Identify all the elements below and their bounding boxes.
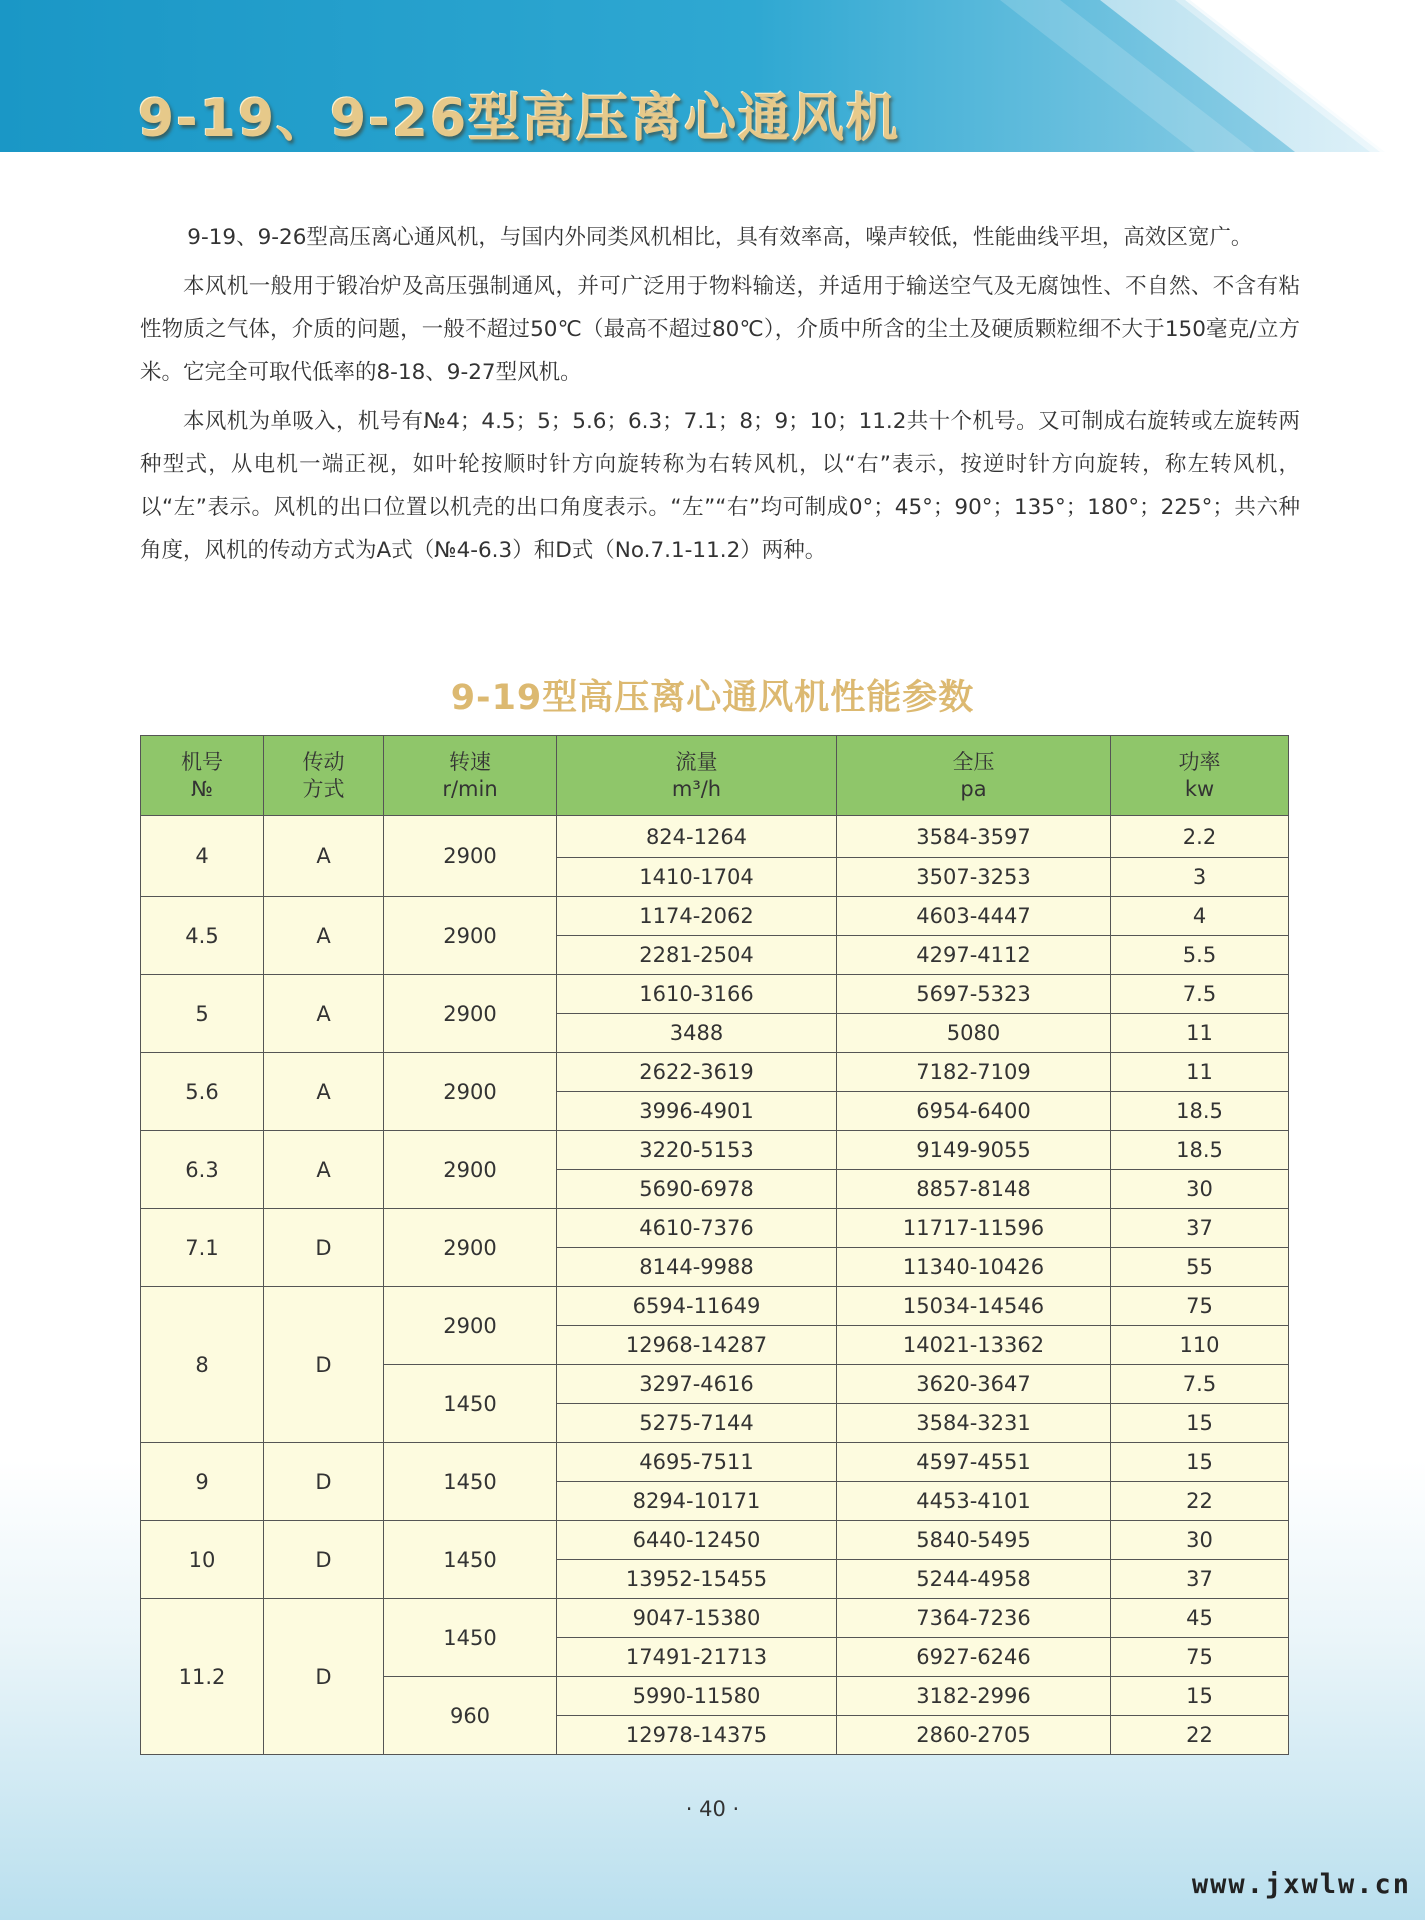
cell-pressure: 15034-14546 (837, 1287, 1111, 1326)
header-unit: kw (1184, 776, 1215, 801)
table-header-row (141, 736, 1289, 816)
cell-power: 75 (1111, 1638, 1289, 1677)
cell-fan-no: 10 (141, 1521, 264, 1599)
cell-flow: 1610-3166 (557, 975, 837, 1014)
cell-flow: 8294-10171 (557, 1482, 837, 1521)
cell-fan-no: 5 (141, 975, 264, 1053)
cell-flow: 9047-15380 (557, 1599, 837, 1638)
cell-power: 110 (1111, 1326, 1289, 1365)
cell-fan-no: 6.3 (141, 1131, 264, 1209)
header-label: 功率 (1178, 749, 1221, 774)
cell-flow: 4610-7376 (557, 1209, 837, 1248)
cell-power: 22 (1111, 1716, 1289, 1755)
cell-power: 15 (1111, 1404, 1289, 1443)
cell-pressure: 3182-2996 (837, 1677, 1111, 1716)
cell-drive-type: D (264, 1521, 384, 1599)
header-unit: № (191, 776, 213, 801)
cell-speed: 1450 (384, 1599, 557, 1677)
cell-pressure: 4603-4447 (837, 897, 1111, 936)
cell-pressure: 9149-9055 (837, 1131, 1111, 1170)
cell-fan-no: 4 (141, 816, 264, 897)
header-label: 流量 (675, 749, 718, 774)
cell-speed: 1450 (384, 1521, 557, 1599)
table-body (141, 816, 1289, 1755)
cell-power: 7.5 (1111, 1365, 1289, 1404)
cell-drive-type: A (264, 897, 384, 975)
cell-drive-type: A (264, 975, 384, 1053)
cell-flow: 1410-1704 (557, 858, 837, 897)
cell-drive-type: A (264, 1131, 384, 1209)
cell-speed: 2900 (384, 975, 557, 1053)
cell-power: 37 (1111, 1560, 1289, 1599)
cell-pressure: 5840-5495 (837, 1521, 1111, 1560)
cell-speed: 2900 (384, 1131, 557, 1209)
cell-flow: 4695-7511 (557, 1443, 837, 1482)
cell-pressure: 3584-3231 (837, 1404, 1111, 1443)
cell-flow: 13952-15455 (557, 1560, 837, 1599)
table-row (141, 1443, 1289, 1482)
cell-speed: 960 (384, 1677, 557, 1755)
cell-fan-no: 8 (141, 1287, 264, 1443)
cell-pressure: 2860-2705 (837, 1716, 1111, 1755)
cell-power: 75 (1111, 1287, 1289, 1326)
cell-power: 45 (1111, 1599, 1289, 1638)
cell-power: 15 (1111, 1677, 1289, 1716)
cell-power: 55 (1111, 1248, 1289, 1287)
cell-drive-type: A (264, 1053, 384, 1131)
cell-power: 7.5 (1111, 975, 1289, 1014)
cell-flow: 5275-7144 (557, 1404, 837, 1443)
cell-power: 37 (1111, 1209, 1289, 1248)
cell-speed: 2900 (384, 1287, 557, 1365)
cell-pressure: 8857-8148 (837, 1170, 1111, 1209)
cell-drive-type: D (264, 1599, 384, 1755)
cell-pressure: 14021-13362 (837, 1326, 1111, 1365)
cell-drive-type: D (264, 1443, 384, 1521)
cell-flow: 12968-14287 (557, 1326, 837, 1365)
cell-power: 3 (1111, 858, 1289, 897)
table-row (141, 1131, 1289, 1170)
cell-flow: 6440-12450 (557, 1521, 837, 1560)
cell-pressure: 6954-6400 (837, 1092, 1111, 1131)
website-url: www.jxwlw.cn (1191, 1869, 1411, 1900)
cell-pressure: 3620-3647 (837, 1365, 1111, 1404)
table-row (141, 1287, 1289, 1326)
page-number: · 40 · (685, 1797, 740, 1821)
cell-pressure: 3584-3597 (837, 816, 1111, 858)
table-row (141, 816, 1289, 858)
table-row (141, 1053, 1289, 1092)
cell-pressure: 5697-5323 (837, 975, 1111, 1014)
table-row (141, 1521, 1289, 1560)
header-flow (557, 736, 837, 816)
header-unit: pa (960, 776, 987, 801)
cell-pressure: 6927-6246 (837, 1638, 1111, 1677)
cell-flow: 3996-4901 (557, 1092, 837, 1131)
table-row (141, 975, 1289, 1014)
intro-text (140, 216, 1300, 578)
cell-flow: 6594-11649 (557, 1287, 837, 1326)
cell-power: 18.5 (1111, 1131, 1289, 1170)
cell-flow: 2622-3619 (557, 1053, 837, 1092)
cell-speed: 2900 (384, 1209, 557, 1287)
cell-drive-type: D (264, 1209, 384, 1287)
intro-paragraph: 本风机一般用于锻冶炉及高压强制通风，并可广泛用于物料输送，并适用于输送空气及无腐蚀性、不自然、不含有粘性物质之气体，介质的问题，一般不超过50℃（最高不超过80℃），介质中所含的尘土及硬质颗粒细不大于150毫克/立方米。它完全可取代低率的8-18、9-27型风机。 (140, 274, 1300, 385)
cell-flow: 3488 (557, 1014, 837, 1053)
header-unit: r/min (442, 776, 498, 801)
cell-power: 2.2 (1111, 816, 1289, 858)
cell-pressure: 11717-11596 (837, 1209, 1111, 1248)
page-title: 9-19、9-26型高压离心通风机 (138, 89, 901, 149)
cell-flow: 12978-14375 (557, 1716, 837, 1755)
cell-fan-no: 7.1 (141, 1209, 264, 1287)
cell-power: 18.5 (1111, 1092, 1289, 1131)
cell-power: 5.5 (1111, 936, 1289, 975)
header-drive-type (264, 736, 384, 816)
cell-fan-no: 4.5 (141, 897, 264, 975)
cell-pressure: 4297-4112 (837, 936, 1111, 975)
cell-power: 22 (1111, 1482, 1289, 1521)
cell-speed: 2900 (384, 816, 557, 897)
intro-paragraph: 9-19、9-26型高压离心通风机，与国内外同类风机相比，具有效率高，噪声较低，性能曲线平坦，高效区宽广。 (187, 225, 1253, 250)
cell-speed: 2900 (384, 1053, 557, 1131)
table-row (141, 897, 1289, 936)
header-label: 机号 (181, 749, 223, 774)
cell-flow: 3297-4616 (557, 1365, 837, 1404)
cell-speed: 2900 (384, 897, 557, 975)
cell-flow: 824-1264 (557, 816, 837, 858)
cell-flow: 3220-5153 (557, 1131, 837, 1170)
header-fan-no (141, 736, 264, 816)
cell-flow: 2281-2504 (557, 936, 837, 975)
cell-pressure: 5080 (837, 1014, 1111, 1053)
header-label: 转速 (449, 749, 491, 774)
cell-power: 30 (1111, 1170, 1289, 1209)
cell-power: 30 (1111, 1521, 1289, 1560)
cell-power: 15 (1111, 1443, 1289, 1482)
cell-fan-no: 5.6 (141, 1053, 264, 1131)
cell-fan-no: 11.2 (141, 1599, 264, 1755)
cell-power: 4 (1111, 897, 1289, 936)
cell-pressure: 7182-7109 (837, 1053, 1111, 1092)
header-unit: 方式 (302, 776, 345, 801)
header-pressure (837, 736, 1111, 816)
header-speed (384, 736, 557, 816)
header-label: 全压 (952, 749, 995, 774)
cell-pressure: 11340-10426 (837, 1248, 1111, 1287)
header-label: 传动 (302, 749, 345, 774)
cell-fan-no: 9 (141, 1443, 264, 1521)
header-banner (0, 0, 1425, 160)
cell-speed: 1450 (384, 1365, 557, 1443)
cell-pressure: 5244-4958 (837, 1560, 1111, 1599)
cell-pressure: 7364-7236 (837, 1599, 1111, 1638)
cell-flow: 8144-9988 (557, 1248, 837, 1287)
cell-flow: 1174-2062 (557, 897, 837, 936)
cell-pressure: 4597-4551 (837, 1443, 1111, 1482)
table-title: 9-19型高压离心通风机性能参数 (450, 678, 975, 718)
cell-power: 11 (1111, 1053, 1289, 1092)
cell-speed: 1450 (384, 1443, 557, 1521)
cell-flow: 17491-21713 (557, 1638, 837, 1677)
table-row (141, 1599, 1289, 1638)
cell-flow: 5690-6978 (557, 1170, 837, 1209)
intro-paragraph: 本风机为单吸入，机号有№4；4.5；5；5.6；6.3；7.1；8；9；10；11.2共十个机号。又可制成右旋转或左旋转两种型式，从电机一端正视，如叶轮按顺时针方向旋转称为右转风机，以“右”表示，按逆时针方向旋转，称左转风机，以“左”表示。风机的出口位置以机壳的出口角度表示。“左”“右”均可制成0°；45°；90°；135°；180°；225°；共六种角度，风机的传动方式为A式（№4-6.3）和D式（No.7.1-11.2）两种。 (140, 409, 1300, 563)
performance-table (140, 735, 1289, 1755)
cell-pressure: 3507-3253 (837, 858, 1111, 897)
header-power (1111, 736, 1289, 816)
cell-flow: 5990-11580 (557, 1677, 837, 1716)
cell-drive-type: A (264, 816, 384, 897)
header-unit: m³/h (671, 776, 722, 801)
cell-power: 11 (1111, 1014, 1289, 1053)
cell-pressure: 4453-4101 (837, 1482, 1111, 1521)
cell-drive-type: D (264, 1287, 384, 1443)
table-row (141, 1209, 1289, 1248)
